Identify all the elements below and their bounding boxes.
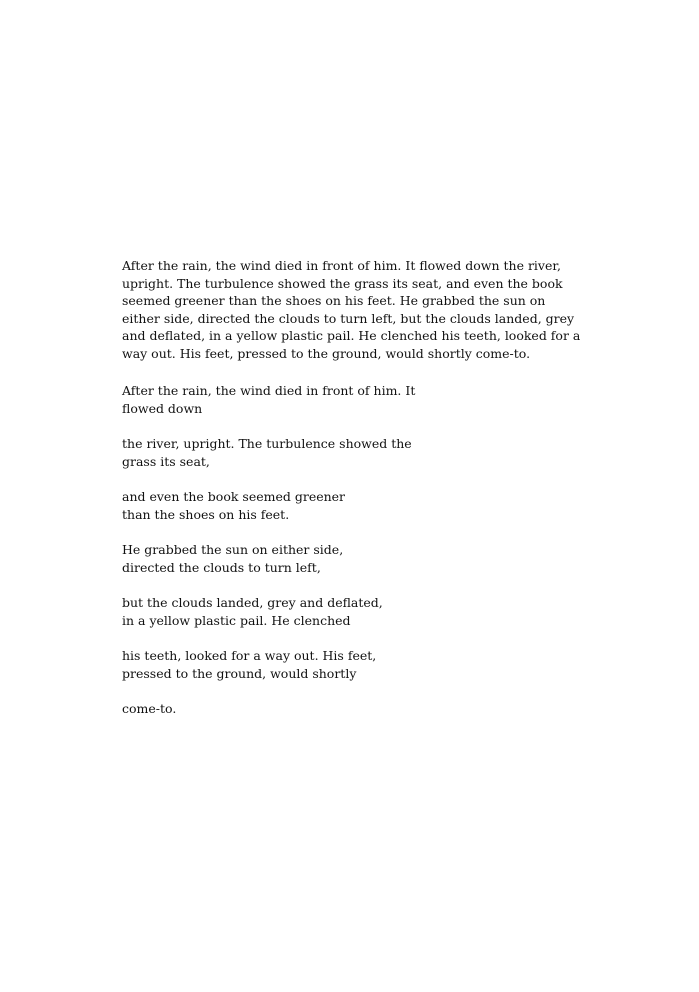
stanza-line: but the clouds landed, grey and deflated, <box>122 595 383 610</box>
stanza-line: directed the clouds to turn left, <box>122 559 321 575</box>
stanza-line: He grabbed the sun on either side, <box>122 542 344 557</box>
stanza-line: the river, upright. The turbulence showed the <box>122 436 412 451</box>
stanza-line: flowed down <box>122 400 203 416</box>
stanza-line: After the rain, the wind died in front of him. It <box>122 383 416 398</box>
stanza-2 <box>122 435 582 470</box>
stanza-4 <box>122 541 582 576</box>
stanza-line: and even the book seemed greener <box>122 489 346 504</box>
stanza-line: come-to. <box>122 701 177 716</box>
stanza-6 <box>122 647 582 682</box>
document-page <box>122 257 582 736</box>
stanza-line: pressed to the ground, would shortly <box>122 665 357 681</box>
stanza-line: his teeth, looked for a way out. His feet, <box>122 648 377 663</box>
stanza-5 <box>122 594 582 629</box>
stanza-7 <box>122 700 582 718</box>
stanza-line: than the shoes on his feet. <box>122 506 290 522</box>
stanza-line: in a yellow plastic pail. He clenched <box>122 612 351 628</box>
stanza-1 <box>122 382 582 417</box>
verse-stanzas <box>122 382 582 718</box>
stanza-line: grass its seat, <box>122 453 210 469</box>
prose-paragraph: After the rain, the wind died in front of him. It flowed down the river, upright. The turbulence showed the grass its seat, and even the book seemed greener than the shoes on his feet. He grabbed the sun on either side, directed the clouds to turn left, but the clouds landed, grey and deflated, in a yellow plastic pail. He clenched his teeth, looked for a way out. His feet, pressed to the ground, would shortly come-to. <box>122 258 581 361</box>
stanza-3 <box>122 488 582 523</box>
